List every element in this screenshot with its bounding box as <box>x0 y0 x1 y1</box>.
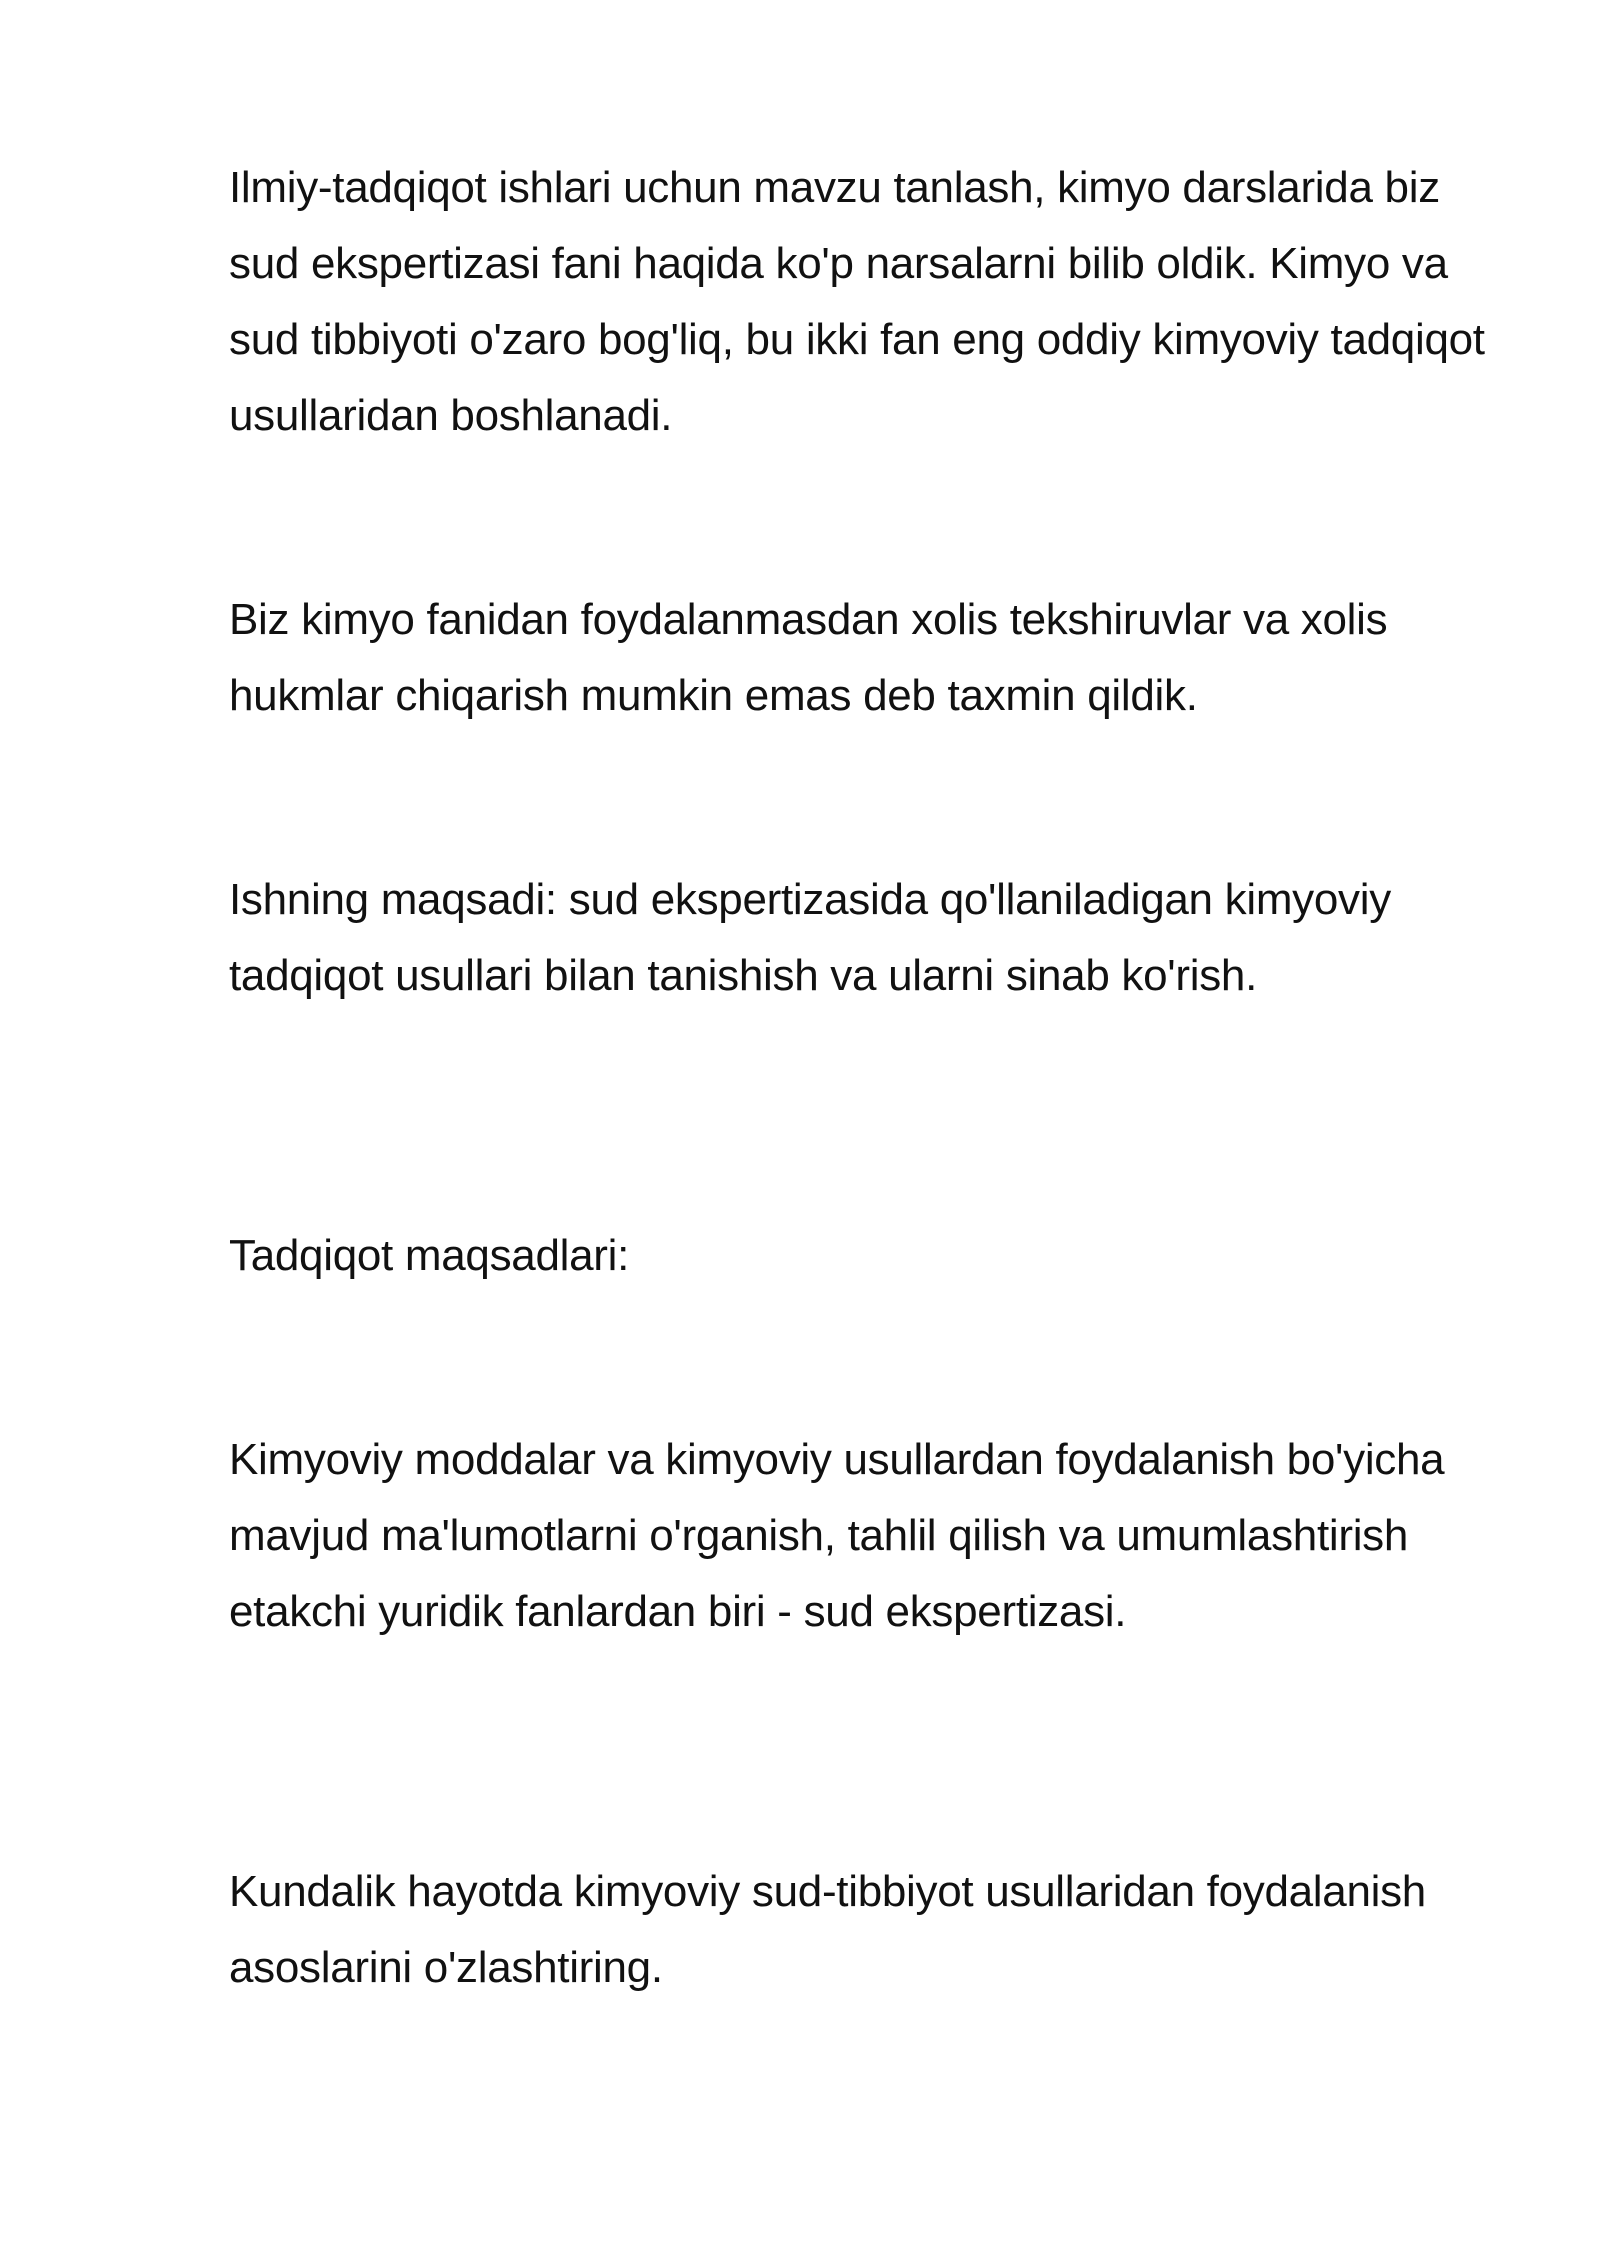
paragraph-intro: Ilmiy-tadqiqot ishlari uchun mavzu tanlash, kimyo darslarida biz sud ekspertizasi fani haqida ko'p narsalarni bilib oldik. Kimyo va sud tibbiyoti o'zaro bog'liq, bu ikki fan eng oddiy kimyoviy tadqiqot usullaridan boshlanadi. <box>229 163 1485 440</box>
paragraph-objectives-heading: Tadqiqot maqsadlari: <box>229 1231 630 1280</box>
paragraph-assumption: Biz kimyo fanidan foydalanmasdan xolis tekshiruvlar va xolis hukmlar chiqarish mumkin emas deb taxmin qildik. <box>229 595 1388 720</box>
paragraph-goal: Ishning maqsadi: sud ekspertizasida qo'llaniladigan kimyoviy tadqiqot usullari bilan tanishish va ularni sinab ko'rish. <box>229 875 1391 1000</box>
paragraph-objective-2: Kundalik hayotda kimyoviy sud-tibbiyot usullaridan foydalanish asoslarini o'zlashtiring. <box>229 1867 1426 1992</box>
paragraph-objective-1: Kimyoviy moddalar va kimyoviy usullardan foydalanish bo'yicha mavjud ma'lumotlarni o'rganish, tahlil qilish va umumlashtirish etakchi yuridik fanlardan biri - sud ekspertizasi. <box>229 1435 1445 1636</box>
